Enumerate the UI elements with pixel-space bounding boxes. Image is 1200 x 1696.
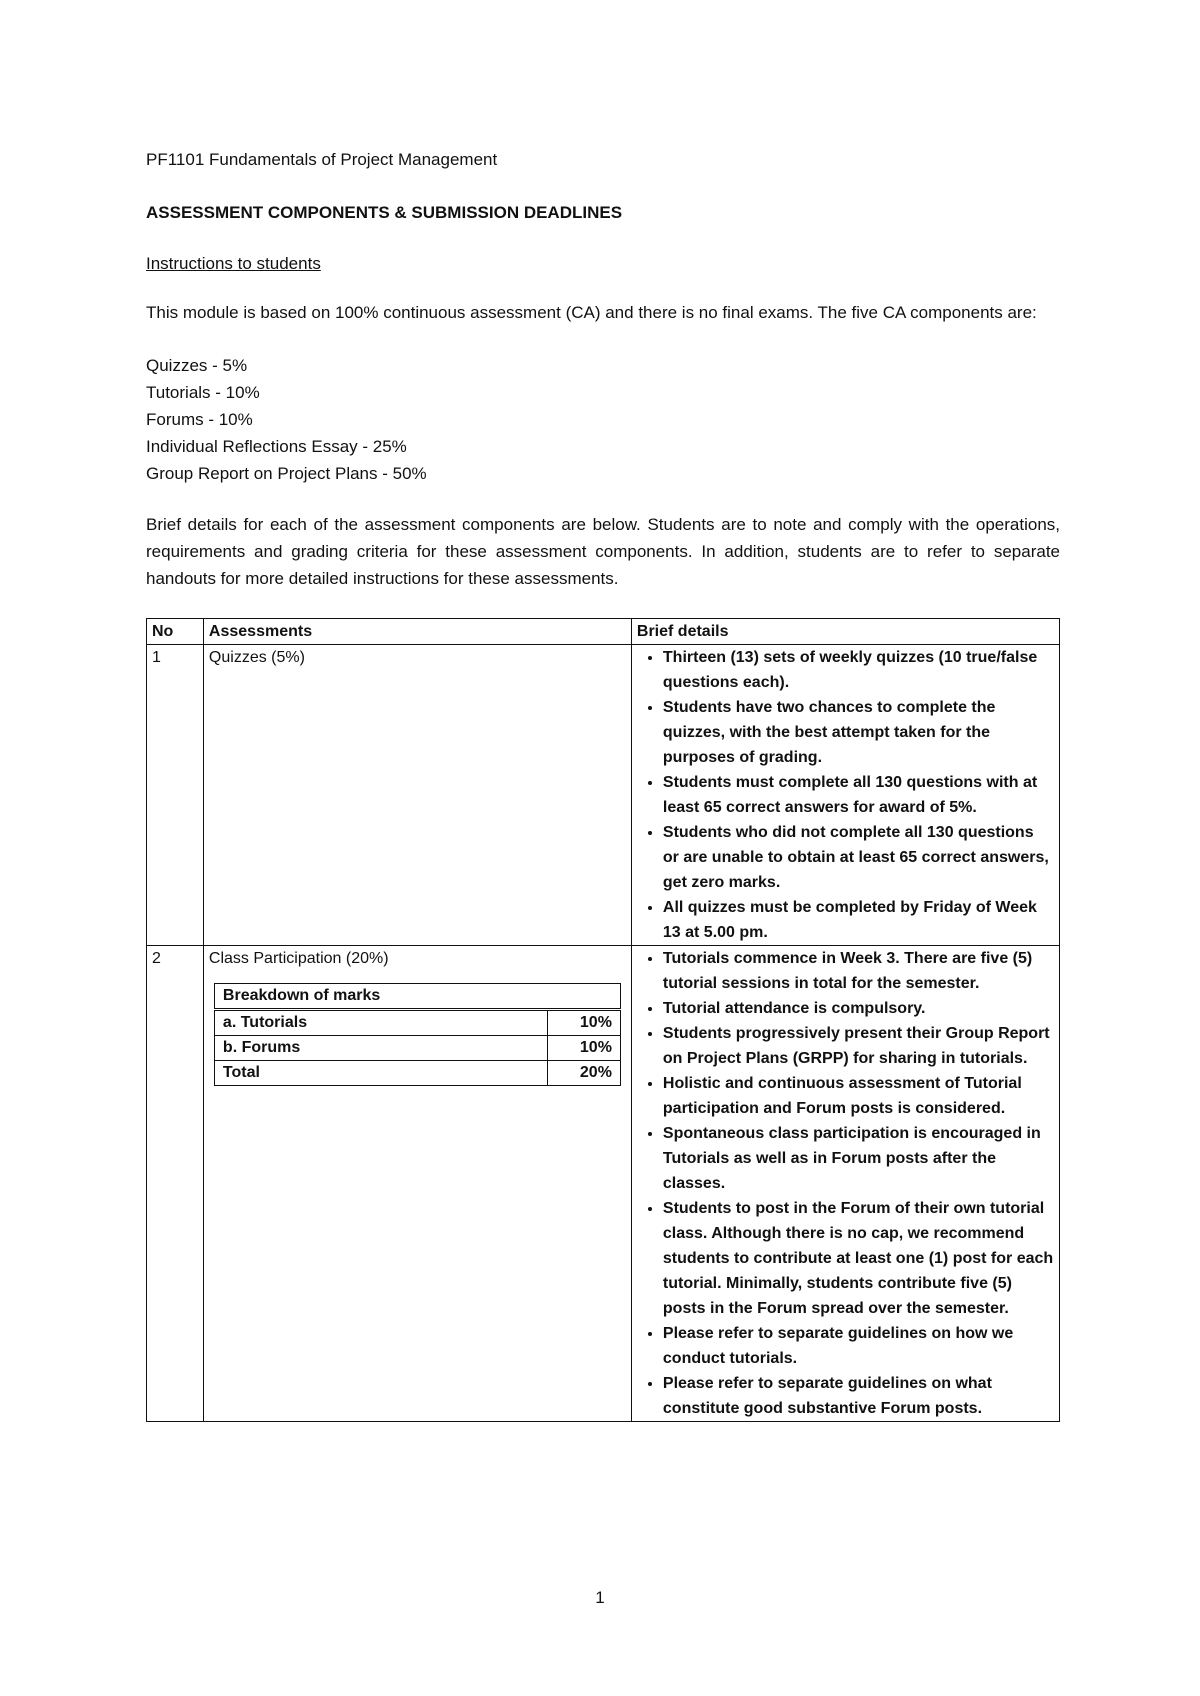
detail-item: • Students who did not complete all 130 questions or are unable to obtain at least 65 correct answers, get zero marks. (663, 820, 1054, 895)
component-item: Forums - 10% (146, 410, 253, 429)
header-assessments: Assessments (203, 619, 631, 645)
detail-item: • Students must complete all 130 questions with at least 65 correct answers for award of 5%. (663, 770, 1054, 820)
detail-item: • Spontaneous class participation is encouraged in Tutorials as well as in Forum posts after the classes. (663, 1121, 1054, 1196)
detail-item: • Tutorial attendance is compulsory. (663, 996, 1054, 1021)
instructions-subheading: Instructions to students (146, 254, 321, 273)
component-item: Quizzes - 5% (146, 356, 248, 375)
table-row (147, 645, 1060, 946)
section-heading: ASSESSMENT COMPONENTS & SUBMISSION DEADLINES (146, 203, 623, 222)
detail-item: • Please refer to separate guidelines on what constitute good substantive Forum posts. (663, 1371, 1054, 1421)
breakdown-header: Breakdown of marks (214, 984, 620, 1010)
course-title: PF1101 Fundamentals of Project Management (146, 150, 498, 169)
breakdown-value: 10% (547, 1036, 620, 1061)
row-assessment: Class Participation (20%) (208, 950, 389, 967)
intro-paragraph: This module is based on 100% continuous assessment (CA) and there is no final exams. The five CA components are: (146, 303, 1037, 322)
breakdown-label: Total (214, 1061, 547, 1086)
details-list (637, 946, 1054, 1421)
breakdown-label: a. Tutorials (214, 1010, 547, 1036)
marks-breakdown-table (214, 983, 621, 1086)
document-page (146, 146, 1060, 1422)
row-assessment-cell (203, 946, 631, 1422)
breakdown-label: b. Forums (214, 1036, 547, 1061)
details-list (637, 645, 1054, 945)
detail-item: • Thirteen (13) sets of weekly quizzes (10 true/false questions each). (663, 645, 1054, 695)
breakdown-total-row (214, 1061, 620, 1086)
row-assessment: Quizzes (5%) (203, 645, 631, 946)
component-list (146, 352, 1060, 487)
detail-item: • Holistic and continuous assessment of Tutorial participation and Forum posts is considered. (663, 1071, 1054, 1121)
row-details (631, 645, 1059, 946)
breakdown-value: 10% (547, 1010, 620, 1036)
breakdown-row (214, 1036, 620, 1061)
detail-item: • Students have two chances to complete the quizzes, with the best attempt taken for the purposes of grading. (663, 695, 1054, 770)
row-number: 2 (147, 946, 204, 1422)
breakdown-row (214, 1010, 620, 1036)
detail-item: • Tutorials commence in Week 3. There are five (5) tutorial sessions in total for the semester. (663, 946, 1054, 996)
table-header-row (147, 619, 1060, 645)
component-item: Group Report on Project Plans - 50% (146, 464, 427, 483)
component-item: Individual Reflections Essay - 25% (146, 437, 407, 456)
row-number: 1 (147, 645, 204, 946)
detail-item: • Please refer to separate guidelines on how we conduct tutorials. (663, 1321, 1054, 1371)
row-details (631, 946, 1059, 1422)
details-paragraph: Brief details for each of the assessment components are below. Students are to note and comply with the operations, requirements and grading criteria for these assessment components. In addition, students are to refer to separate handouts for more detailed instructions for these assessments. (146, 515, 1060, 588)
header-brief-details: Brief details (631, 619, 1059, 645)
table-row (147, 946, 1060, 1422)
detail-item: • Students progressively present their Group Report on Project Plans (GRPP) for sharing in tutorials. (663, 1021, 1054, 1071)
detail-item: • All quizzes must be completed by Friday of Week 13 at 5.00 pm. (663, 895, 1054, 945)
assessment-table (146, 618, 1060, 1422)
header-no: No (147, 619, 204, 645)
component-item: Tutorials - 10% (146, 383, 260, 402)
breakdown-value: 20% (547, 1061, 620, 1086)
detail-item: • Students to post in the Forum of their own tutorial class. Although there is no cap, we recommend students to contribute at least one (1) post for each tutorial. Minimally, students contribute five (5) posts in the Forum spread over the semester. (663, 1196, 1054, 1321)
breakdown-header-row (214, 984, 620, 1010)
page-number: 1 (595, 1588, 605, 1607)
